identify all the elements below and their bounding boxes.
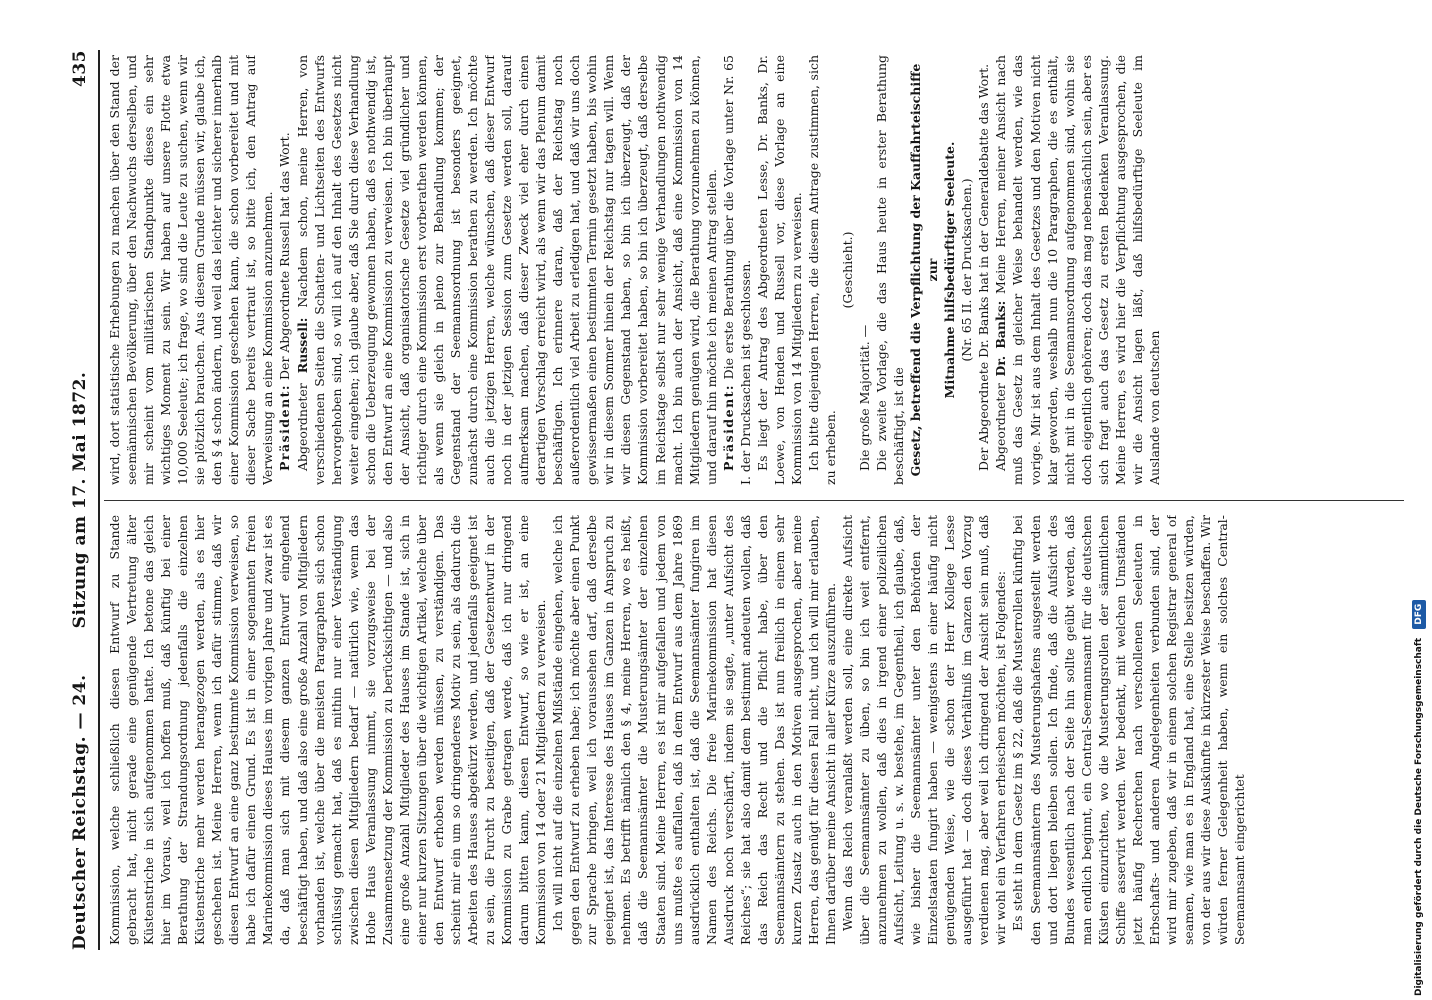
paragraph: Ich bitte diejenigen Herren, die diesem Antrage zustimmen, sich zu erheben. xyxy=(805,55,838,485)
right-column xyxy=(106,55,1406,485)
page-header xyxy=(68,50,98,950)
paragraph: Der Abgeordnete Dr. Banks hat in der Generaldebatte das Wort. xyxy=(976,63,992,471)
paragraph: Es steht in dem Gesetz im § 22, daß die Musterrollen künftig bei den Seemannsämtern des Musterungshafens ausgestellt werden und dort liegen bleiben sollen. Ich finde, daß die Aufsicht des Bundes wesentlich nach der Seite hin sollte geübt werden, daß man endlich beginnt, ein Central-Seemannsamt für die deutschen Küsten einzurichten, wo die Musterungsrollen der sämmtlichen Schiffe asservirt werden. Wer bedenkt, mit welchen Umständen jetzt häufig Recherchen nach verschollenen Seeleuten in Erbschafts- und anderen Angelegenheiten verbunden sind, der wird mir zugeben, daß wir in einem solchen Registrar general of seamen, wie man es in England hat, eine Stelle besitzen würden, von der aus wir diese Auskünfte in kürzester Weise beschaffen. Wir würden ferner Gelegenheit haben, wenn ein solches Central-Seemannsamt eingerichtet xyxy=(1010,515,1248,945)
speech xyxy=(294,55,720,485)
speech-text: Nachdem schon, meine Herren, von verschiedenen Seiten die Schatten- und Lichtseiten des Entwurfs hervorgehoben sind, so will ich auf den Inhalt des Gesetzes nicht weiter eingehen; ich glaube aber, daß Sie durch diese Verhandlung schon die Ueberzeugung gewonnen haben, daß es nothwendig ist, den Entwurf an eine Kommission zu verweisen. Ich bin überhaupt der Ansicht, daß organisatorische Gesetze viel gründlicher und richtiger durch eine Kommission erst vorberathen werden können, als wenn sie gleich in pleno zur Behandlung kommen; der Gegenstand der Seemannsordnung ist besonders geeignet, zunächst durch eine Kommission berathen zu werden. Ich möchte auch die jetzigen Herren, welche wünschen, daß dieser Entwurf noch in der jetzigen Session zum Gesetze werden soll, darauf aufmerksam machen, daß dieser Zweck viel eher durch einen derartigen Vorschlag erreicht wird, als wenn wir das Plenum damit beschäftigen. Ich erinnere daran, daß der Reichstag noch außerordentlich viel Arbeit zu erledigen hat, und daß wir uns doch gewissermaßen einen bestimmten Termin gesetzt haben, bis wohin wir in diesem Sommer hinein der Reichstag nur tagen will. Wenn wir diesen Gegenstand haben, so bin ich überzeugt, daß der Kommission vorbereitet haben, so bin ich überzeugt, daß derselbe im Reichstage selbst nur sehr wenige Verhandlungen nothwendig macht. Ich bin auch der Ansicht, daß eine Kommission von 14 Mitgliedern genügen wird, die Berathung vorzunehmen zu können, und darauf hin möchte ich meinen Antrag stellen. xyxy=(294,55,719,485)
header-rule xyxy=(98,50,100,950)
speech xyxy=(992,55,1162,485)
paragraph: Die große Majorität. — xyxy=(857,324,873,471)
speaker-intro: Abgeordneter xyxy=(294,383,310,471)
statement-text: Die erste Berathung über die Vorlage unter Nr. 65 I. der Drucksachen ist geschlossen. xyxy=(720,55,753,485)
speech-text: Meine Herren, meiner Ansicht nach muß das Gesetz in gleicher Weise behandelt werden, wie das vorige. Mir ist aus dem Inhalt des Gesetzes und den Motiven nicht klar geworden, weshalb nun die 10 Paragraphen, die es enthält, nicht mit in die Seemannsordnung aufgenommen sind, wohin sie doch eigentlich gehören; doch das mag nebensächlich sein, aber es sich fragt auch das Gesetz zu ersten Bedenken Veranlassung. Meine Herren, es wird hier die Verpflichtung ausgesprochen, die wir die Ansicht lagen läßt, daß hilfsbedürftige Seeleute im Auslande von deutschen xyxy=(993,55,1162,485)
dfg-logo: DFG xyxy=(1412,600,1426,629)
law-title: Gesetz, betreffend die Verpflichtung der Kauffahrteischiffe zur xyxy=(908,63,941,477)
law-reference: (Nr. 65 II. der Drucksachen.) xyxy=(959,178,975,362)
dfg-side-note xyxy=(1402,6,1428,996)
statement-text: Der Abgeordnete Russell hat das Wort. xyxy=(277,132,293,380)
speaker-name: Dr. Banks: xyxy=(993,300,1009,377)
action-note: (Geschieht.) xyxy=(840,231,856,309)
paragraph: wird, dort statistische Erhebungen zu machen über den Stand der seemännischen Bevölkerung, über den Nachwuchs derselben, und mir scheint vom militärischen Standpunkte dieses ein sehr wichtiges Moment zu sein. Wir haben auf unsere Flotte etwa 10,000 Seeleute; ich frage, wo sind die Leute zu suchen, wenn wir sie plötzlich brauchen. Aus diesem Grunde müssen wir, glaube ich, den § 4 schon ändern, und weil das leichter und sicherer innerhalb einer Kommission geschehen kann, die schon vorbereitet und mit dieser Sache bereits vertraut ist, so bitte ich, den Antrag auf Verweisung an eine Kommission anzunehmen. xyxy=(107,55,276,485)
paragraph: Ich will nicht auf die einzelnen Mißstände eingehen, welche ich gegen den Entwurf zu erheben habe; ich möchte aber einen Punkt zur Sprache bringen, weil ich voraussehen darf, daß derselbe geeignet ist, das Interesse des Hauses im Ganzen in Anspruch zu nehmen. Es betrifft nämlich den § 4, meine Herren, wo es heißt, daß die Seemannsämter die Musterungsämter der einzelnen Staaten sind. Meine Herren, es ist mir aufgefallen und jedem von uns mußte es auffallen, daß in dem Entwurf aus dem Jahre 1869 ausdrücklich enthalten ist, daß die Seemannsämter fungiren im Namen des Reichs. Die freie Marinekommission hat diesen Ausdruck noch verschärft, indem sie sagte, „unter Aufsicht des Reiches“; sie hat also damit dem bestimmt andeuten wollen, daß das Reich das Recht und die Pflicht habe, über den Seemannsämtern zu stehen. Das ist nun freilich in einem sehr kurzen Zusatz auch in den Motiven ausgesprochen, aber meine Herren, das genügt für diesen Fall nicht, und ich will mir erlauben, Ihnen darüber meine Ansicht in aller Kürze auszuführen. xyxy=(550,515,838,945)
president-statement xyxy=(720,55,754,485)
law-title: Mitnahme hilfsbedürftiger Seeleute. xyxy=(942,141,958,399)
paragraph: Wenn das Reich veranlaßt werden soll, eine direkte Aufsicht über die Seemannsämter zu üben, so bin ich weit entfernt, anzunehmen zu wollen, daß dies in irgend einer polizeilichen Aufsicht, Leitung u. s. w. bestehe, im Gegentheil, ich glaube, daß, wie bisher die Seemannsämter unter den Behörden der Einzelstaaten fungirt haben — wenigstens in einer häufig nicht genügenden Weise, wie die schon der Herr Kollege Lesse ausgeführt hat — doch dieses Verhältniß im Ganzen den Vorzug verdienen mag, aber weil ich dringend der Ansicht sein muß, daß wir wohl ein Verfahren erheischen möchten, ist Folgendes: xyxy=(840,515,1009,945)
speaker-label: Präsident: xyxy=(277,383,293,471)
speaker-name: Russell: xyxy=(294,317,310,374)
header-left: Deutscher Reichstag. — 24. xyxy=(70,674,90,950)
dfg-note-text: Digitalisierung gefördert durch die Deutsche Forschungsgemeinschaft xyxy=(1414,637,1424,996)
president-statement xyxy=(276,55,293,485)
paragraph: Es liegt der Antrag des Abgeordneten Lesse, Dr. Banks, Dr. Loewe, von Henden und Russell vor, diese Vorlage an eine Kommission von 14 Mitgliedern zu verweisen. xyxy=(754,55,804,485)
page-number: 435 xyxy=(70,50,90,87)
left-column xyxy=(106,515,1406,945)
paragraph: Kommission, welche schließlich diesen Entwurf zu Stande gebracht hat, nicht gerade eine genügende Vertretung älter Küstenstriche in sich aufgenommen hatte. Ich betone das gleich hier im Voraus, weil ich hoffen muß, daß künftig bei einer Berathung der Strandungsordnung jedenfalls die einzelnen Küstenstriche mehr werden herangezogen werden, als es hier geschehen ist. Meine Herren, wenn ich dafür stimme, daß wir diesen Entwurf an eine ganz bestimmte Kommission verweisen, so habe ich dafür einen Grund. Es ist in einer sogenannten freien Marinekommission dieses Hauses im vorigen Jahre und zwar ist es da, daß man sich mit diesem ganzen Entwurf eingehend beschäftigt haben, und daß also eine große Anzahl von Mitgliedern vorhanden ist, welche über die meisten Paragraphen sich schon schlüssig gemacht hat, daß es mithin nur einer Verständigung zwischen diesen Mitgliedern bedarf — natürlich wie, wenn das Hohe Haus Veranlassung nimmt, sie vorzugsweise bei der Zusammensetzung der Kommission zu berücksichtigen — und also eine große Anzahl Mitglieder des Hauses im Stande ist, sich in einer nur kurzen Sitzungen über die wichtigen Artikel, welche über den Entwurf erhoben werden müssen, zu verständigen. Das scheint mir ein um so dringenderes Motiv zu sein, als dadurch die Arbeiten des Hauses abgekürzt werden, und jedenfalls geeignet ist zu sein, die Furcht zu beseitigen, daß der Gesetzentwurf in der Kommission zu Grabe getragen werde, daß ich nur dringend darum bitten kann, diesen Entwurf, so wie er ist, an eine Kommission von 14 oder 21 Mitgliedern zu verweisen. xyxy=(107,515,549,945)
header-date: Sitzung am 17. Mai 1872. xyxy=(70,371,90,629)
column-divider xyxy=(104,500,1404,501)
speaker-intro: Abgeordneter xyxy=(993,383,1009,471)
paragraph: Die zweite Vorlage, die das Haus heute in erster Berathung beschäftigt, ist die xyxy=(874,55,907,485)
speaker-label: Präsident: xyxy=(720,383,736,471)
